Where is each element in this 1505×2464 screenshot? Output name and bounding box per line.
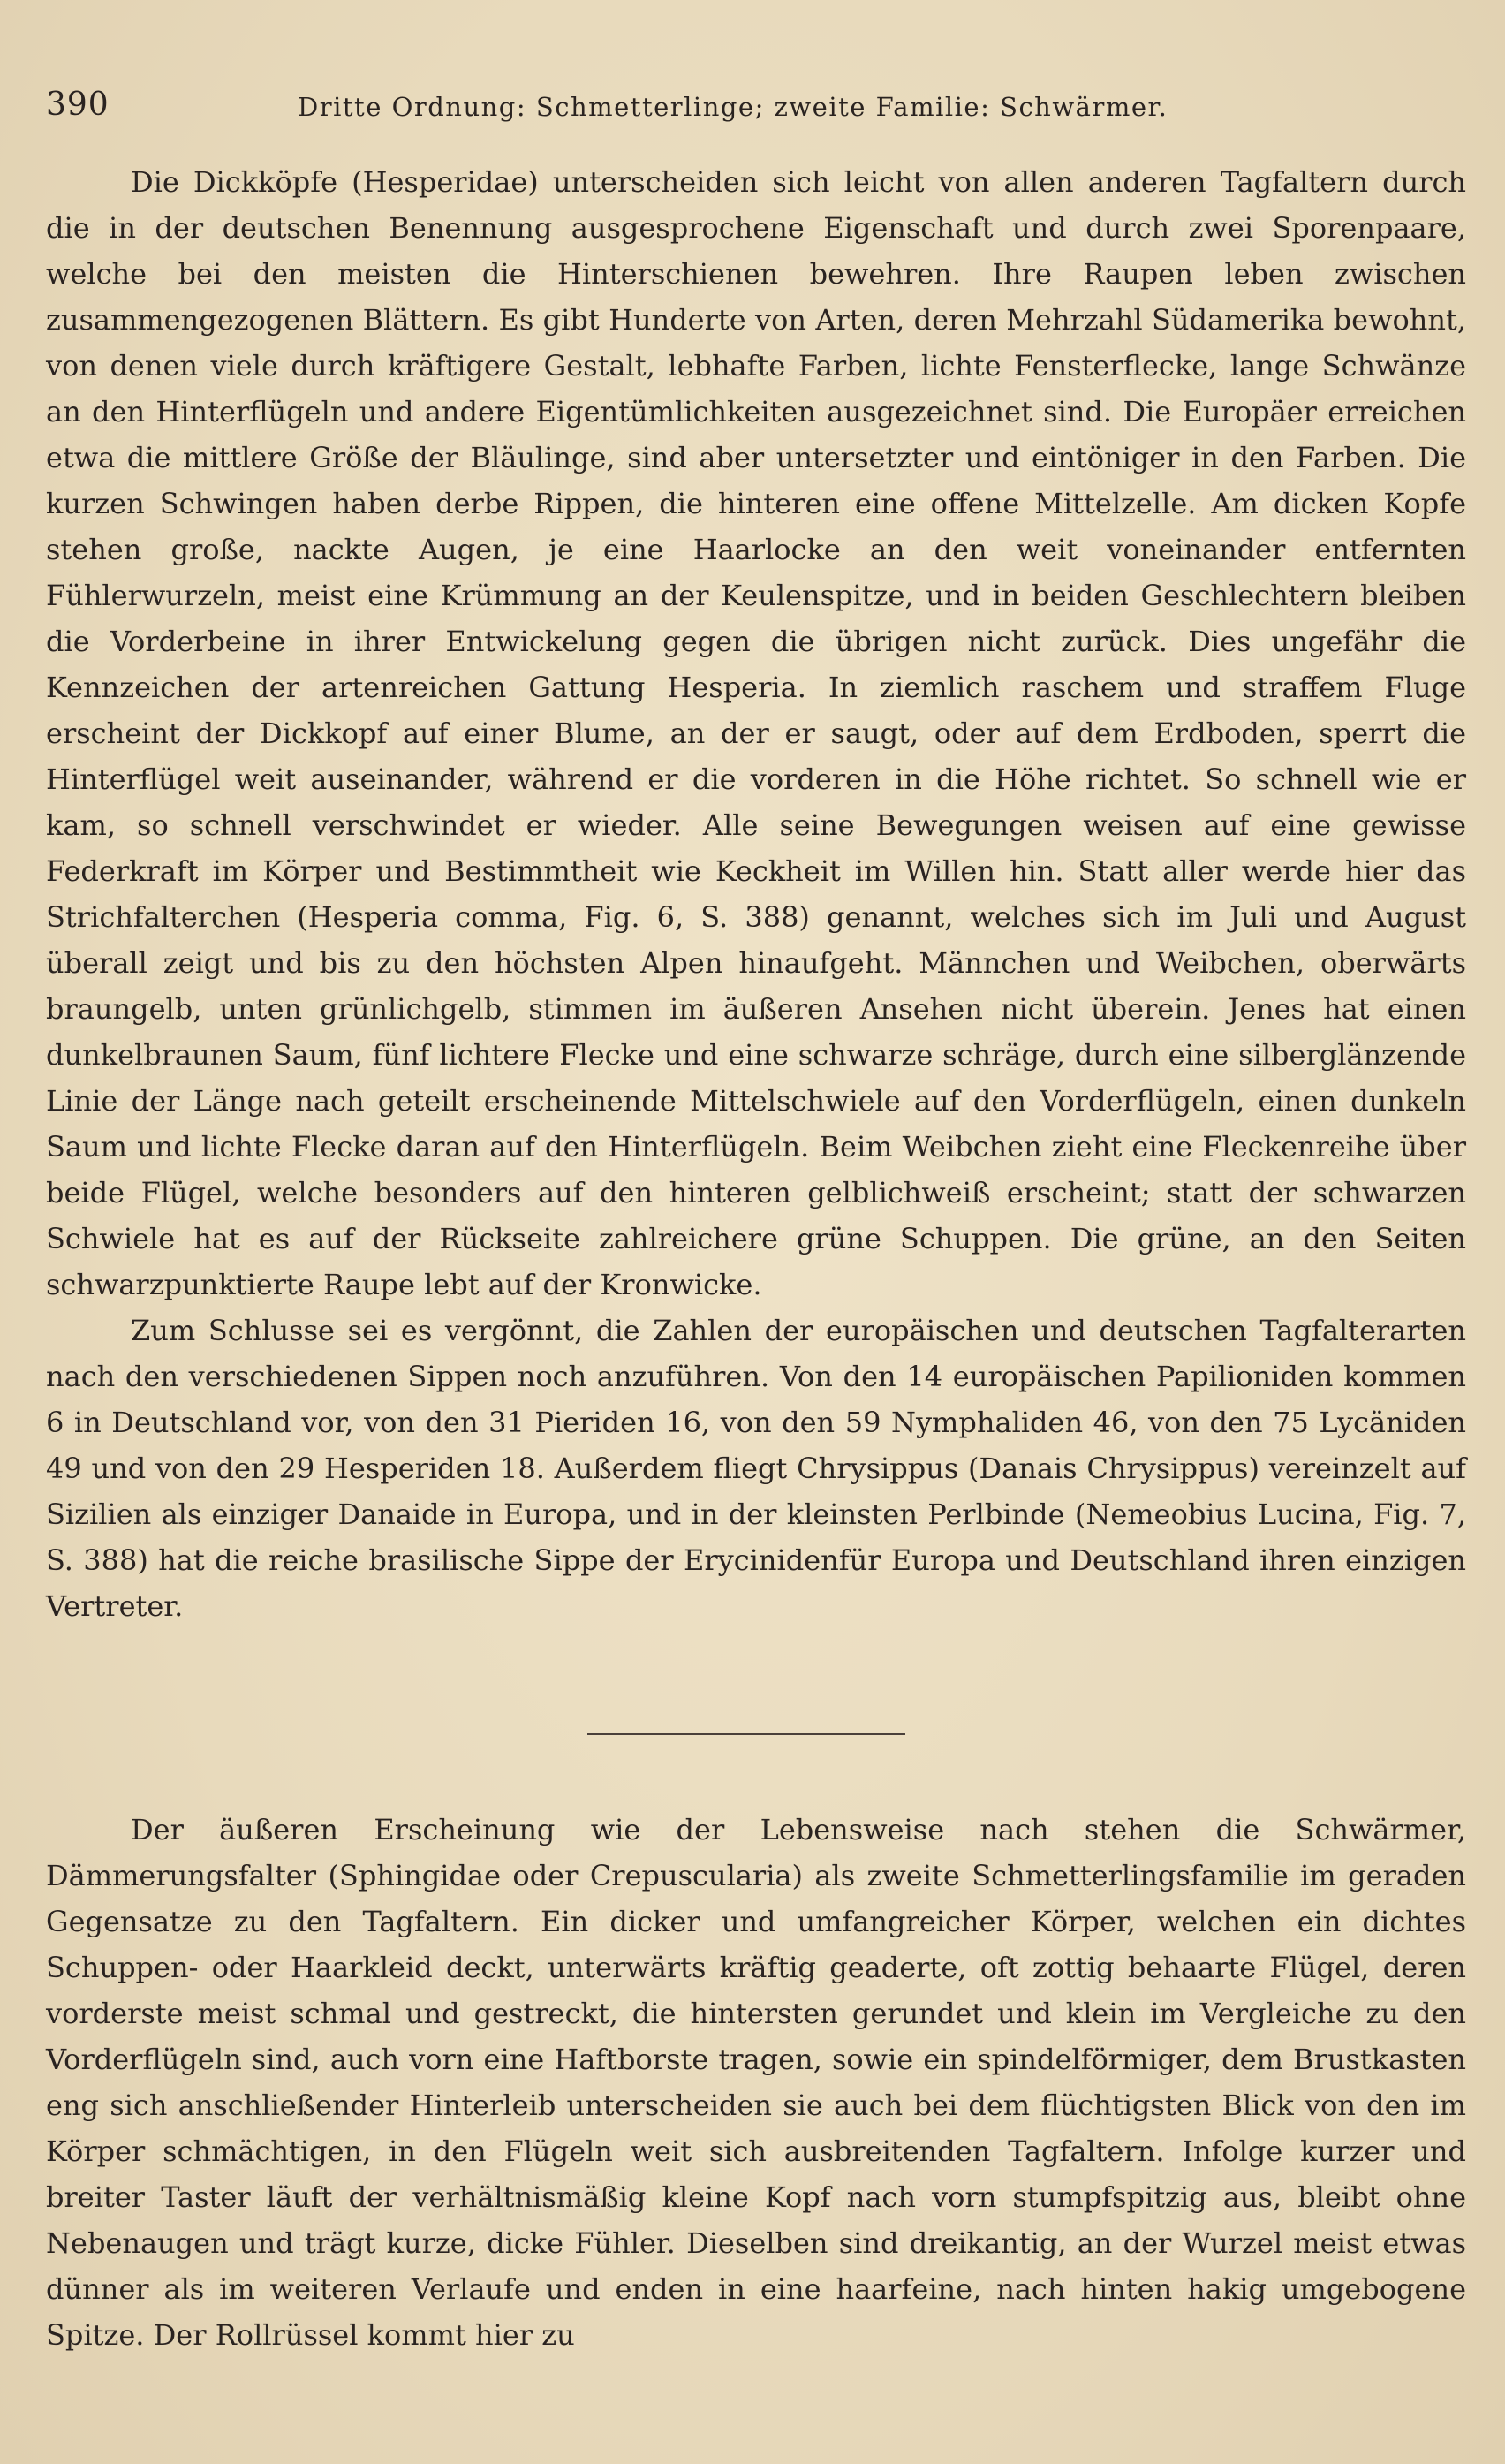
- page-header: [46, 81, 1459, 134]
- paragraph-hesperidae: Die Dickköpfe (Hesperidae) unterscheiden sich leicht von allen anderen Tagfaltern durch die in der deutschen Benennung ausgesprochene Eigenschaft und durch zwei Sporenpaare, welche bei den meisten die Hinterschienen bewehren. Ihre Raupen leben zwischen zusammengezogenen Blättern. Es gibt Hunderte von Arten, deren Mehrzahl Südamerika bewohnt, von denen viele durch kräftigere Gestalt, lebhafte Farben, lichte Fensterflecke, lange Schwänze an den Hinterflügeln und andere Eigentümlichkeiten ausgezeichnet sind. Die Europäer erreichen etwa die mittlere Größe der Bläulinge, sind aber untersetzter und eintöniger in den Farben. Die kurzen Schwingen haben derbe Rippen, die hinteren eine offene Mittelzelle. Am dicken Kopfe stehen große, nackte Augen, je eine Haarlocke an den weit voneinander entfernten Fühlerwurzeln, meist eine Krümmung an der Keulenspitze, und in beiden Geschlechtern bleiben die Vorderbeine in ihrer Entwickelung gegen die übrigen nicht zurück. Dies ungefähr die Kennzeichen der artenreichen Gattung Hesperia. In ziemlich raschem und straffem Fluge erscheint der Dickkopf auf einer Blume, an der er saugt, oder auf dem Erdboden, sperrt die Hinterflügel weit auseinander, während er die vorderen in die Höhe richtet. So schnell wie er kam, so schnell verschwindet er wieder. Alle seine Bewegungen weisen auf eine gewisse Federkraft im Körper und Bestimmtheit wie Keckheit im Willen hin. Statt aller werde hier das Strichfalterchen (Hesperia comma, Fig. 6, S. 388) genannt, welches sich im Juli und August überall zeigt und bis zu den höchsten Alpen hinaufgeht. Männchen und Weibchen, oberwärts braungelb, unten grünlichgelb, stimmen im äußeren Ansehen nicht überein. Jenes hat einen dunkelbraunen Saum, fünf lichtere Flecke und eine schwarze schräge, durch eine silberglänzende Linie der Länge nach geteilt erscheinende Mittelschwiele auf den Vorderflügeln, einen dunkeln Saum und lichte Flecke daran auf den Hinterflügeln. Beim Weibchen zieht eine Fleckenreihe über beide Flügel, welche besonders auf den hinteren gelblichweiß erscheint; statt der schwarzen Schwiele hat es auf der Rückseite zahlreichere grüne Schuppen. Die grüne, an den Seiten schwarzpunktierte Raupe lebt auf der Kronwicke.: [46, 165, 1466, 1301]
- page-number: 390: [46, 87, 110, 123]
- section-hesperidae: [46, 159, 1466, 1629]
- running-head: Dritte Ordnung: Schmetterlinge; zweite Familie: Schwärmer.: [298, 92, 1168, 122]
- section-divider: [587, 1733, 905, 1735]
- section-sphingidae: [46, 1807, 1466, 2358]
- paragraph-sphingidae: Der äußeren Erscheinung wie der Lebensweise nach stehen die Schwärmer, Dämmerungsfalter (Sphingidae oder Crepuscularia) als zweite Schmetterlingsfamilie im geraden Gegensatze zu den Tagfaltern. Ein dicker und umfangreicher Körper, welchen ein dichtes Schuppen- oder Haarkleid deckt, unterwärts kräftig geaderte, oft zottig behaarte Flügel, deren vorderste meist schmal und gestreckt, die hintersten gerundet und klein im Vergleiche zu den Vorderflügeln sind, auch vorn eine Haftborste tragen, sowie ein spindelförmiger, dem Brustkasten eng sich anschließender Hinterleib unterscheiden sie auch bei dem flüchtigsten Blick von den im Körper schmächtigen, in den Flügeln weit sich ausbreitenden Tagfaltern. Infolge kurzer und breiter Taster läuft der verhältnismäßig kleine Kopf nach vorn stumpfspitzig aus, bleibt ohne Nebenaugen und trägt kurze, dicke Fühler. Dieselben sind dreikantig, an der Wurzel meist etwas dünner als im weiteren Verlaufe und enden in eine haarfeine, nach hinten hakig umgebogene Spitze. Der Rollrüssel kommt hier zu: [46, 1813, 1466, 2352]
- paragraph-species-counts: Zum Schlusse sei es vergönnt, die Zahlen der europäischen und deutschen Tagfalterarten nach den verschiedenen Sippen noch anzuführen. Von den 14 europäischen Papilioniden kommen 6 in Deutschland vor, von den 31 Pieriden 16, von den 59 Nymphaliden 46, von den 75 Lycäniden 49 und von den 29 Hesperiden 18. Außerdem fliegt Chrysippus (Danais Chrysippus) vereinzelt auf Sizilien als einziger Danaide in Europa, und in der kleinsten Perlbinde (Nemeobius Lucina, Fig. 7, S. 388) hat die reiche brasilische Sippe der Erycinidenfür Europa und Deutschland ihren einzigen Vertreter.: [46, 1314, 1466, 1623]
